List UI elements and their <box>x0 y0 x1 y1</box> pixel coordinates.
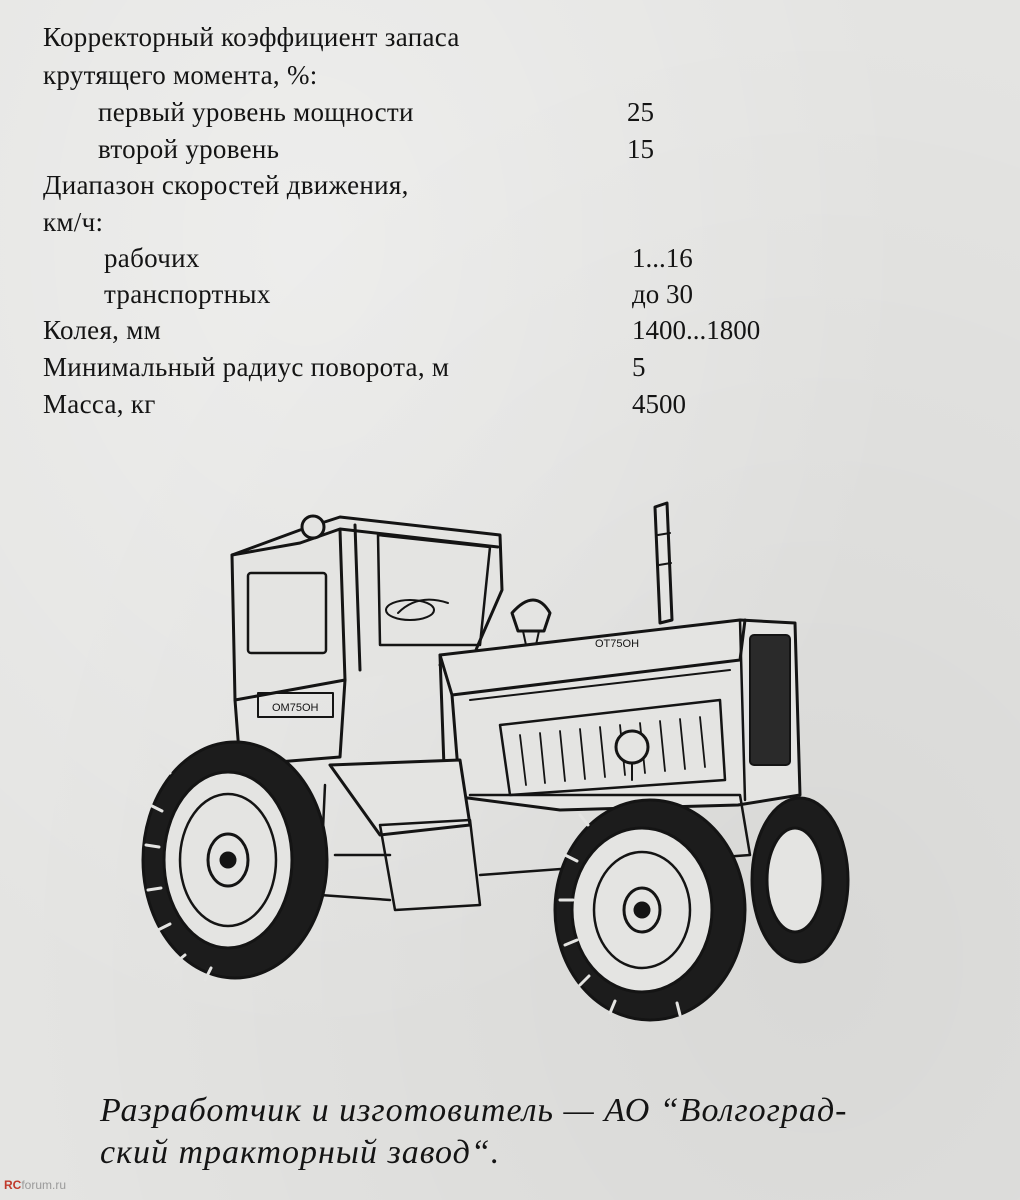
rear-wheel <box>143 742 327 980</box>
manufacturer-caption <box>100 1090 1000 1174</box>
mass-label: Масса, кг <box>43 389 156 419</box>
speed-work-value: 1...16 <box>632 243 693 273</box>
radius-label: Минимальный радиус поворота, м <box>43 352 450 382</box>
radius-value: 5 <box>632 352 646 382</box>
air-cleaner <box>512 600 550 631</box>
site-watermark <box>4 1178 66 1192</box>
track-value: 1400...1800 <box>632 315 761 345</box>
front-wheel-far <box>752 798 848 962</box>
speed-title-line-1: Диапазон скоростей движения, <box>43 170 409 200</box>
caption-line-1: Разработчик и изготовитель — АО “Волгоград- <box>100 1092 848 1129</box>
speed-work-label: рабочих <box>104 243 200 273</box>
torque-title-line-1: Корректорный коэффициент запаса <box>43 22 460 52</box>
torque-title-line-2: крутящего момента, %: <box>43 60 318 90</box>
tractor-illustration <box>140 495 860 1050</box>
track-label: Колея, мм <box>43 315 162 345</box>
power-level-2-value: 15 <box>627 134 654 164</box>
power-level-1-label: первый уровень мощности <box>98 97 414 127</box>
mass-value: 4500 <box>632 389 686 419</box>
watermark-brand: RC <box>4 1178 22 1192</box>
hood-badge: ОТ75ОН <box>595 638 640 650</box>
speed-transport-value: до 30 <box>632 279 693 309</box>
watermark-domain: forum.ru <box>21 1178 67 1192</box>
speed-transport-label: транспортных <box>104 279 271 309</box>
front-wheel-near <box>555 800 745 1020</box>
caption-line-2: ский тракторный завод“. <box>100 1134 501 1171</box>
speed-title-line-2: км/ч: <box>43 207 104 237</box>
power-level-2-label: второй уровень <box>98 134 280 164</box>
power-level-1-value: 25 <box>627 97 654 127</box>
cab-badge: ОМ75ОН <box>272 702 319 714</box>
